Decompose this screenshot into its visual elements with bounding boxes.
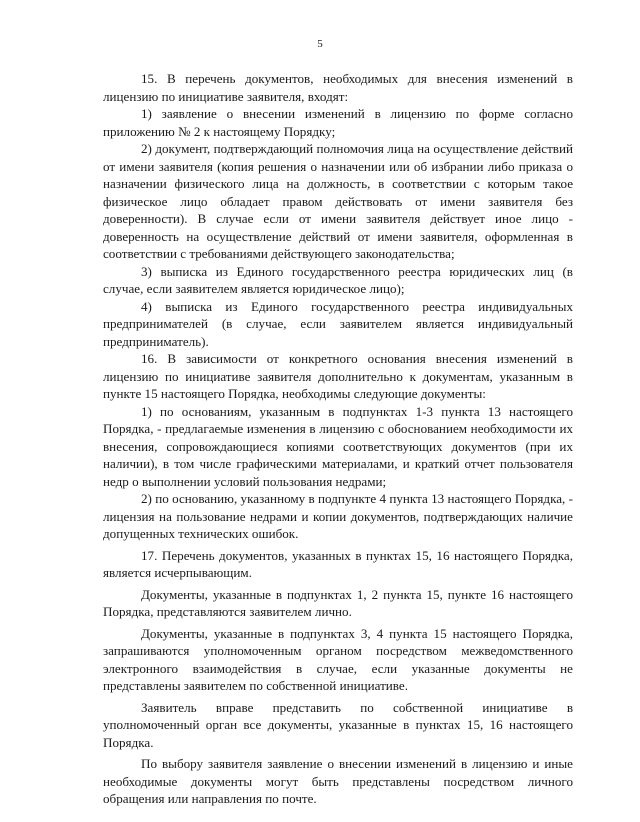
paragraph-applicant-right: Заявитель вправе представить по собственной инициативе в уполномоченный орган все документы, указанные в пунктах 15, 16 настоящего Порядка. [103, 699, 573, 750]
document-body [103, 70, 573, 808]
page-number: 5 [317, 38, 323, 50]
paragraph-documents-requested: Документы, указанные в подпунктах 3, 4 пункта 15 настоящего Порядка, запрашиваются уполномоченным органом посредством межведомственного электронного взаимодействия в случае, если указанные документы не представлены заявителем по собственной инициативе. [103, 625, 573, 693]
paragraph-16-intro: 16. В зависимости от конкретного основания внесения изменений в лицензию по инициативе заявителя дополнительно к документам, указанным в пункте 15 настоящего Порядка, необходимы следующие документы: [103, 351, 573, 401]
paragraph-submission-method: По выбору заявителя заявление о внесении изменений в лицензию и иные необходимые документы могут быть представлены посредством личного обращения или направления по почте. [103, 756, 573, 806]
paragraph-15-item-3: 3) выписка из Единого государственного реестра юридических лиц (в случае, если заявителем является юридическое лицо); [103, 263, 573, 296]
paragraph-16-item-2: 2) по основанию, указанному в подпункте 4 пункта 13 настоящего Порядка, - лицензия на пользование недрами и копии документов, подтверждающих наличие допущенных технических ошибок. [103, 491, 573, 541]
paragraph-17: 17. Перечень документов, указанных в пунктах 15, 16 настоящего Порядка, является исчерпывающим. [103, 547, 573, 580]
paragraph-15-intro: 15. В перечень документов, необходимых для внесения изменений в лицензию по инициативе заявителя, входят: [103, 71, 573, 104]
paragraph-15-item-4: 4) выписка из Единого государственного реестра индивидуальных предпринимателей (в случае, если заявителем является индивидуальный предприниматель). [103, 298, 573, 349]
paragraph-documents-personal: Документы, указанные в подпунктах 1, 2 пункта 15, пункте 16 настоящего Порядка, представляются заявителем лично. [103, 586, 573, 619]
paragraph-15-item-1: 1) заявление о внесении изменений в лицензию по форме согласно приложению № 2 к настоящему Порядку; [103, 106, 573, 139]
paragraph-16-item-1: 1) по основаниям, указанным в подпунктах 1-3 пункта 13 настоящего Порядка, - предлагаемые изменения в лицензию с обоснованием необходимости их внесения, сопровождающиеся копиями соответствующих документов (при их наличии), в том числе графическими материалами, и краткий отчет пользователя недр о выполнении условий пользования недрами; [103, 403, 573, 489]
paragraph-15-item-2: 2) документ, подтверждающий полномочия лица на осуществление действий от имени заявителя (копия решения о назначении или об избрании либо приказа о назначении физического лица на должность, в соответствии с которым такое физическое лицо обладает правом действовать от имени заявителя без доверенности). В случае если от имени заявителя действует иное лицо - доверенность на осуществление действий от имени заявителя, оформленная в соответствии с требованиями действующего законодательства; [103, 141, 573, 261]
